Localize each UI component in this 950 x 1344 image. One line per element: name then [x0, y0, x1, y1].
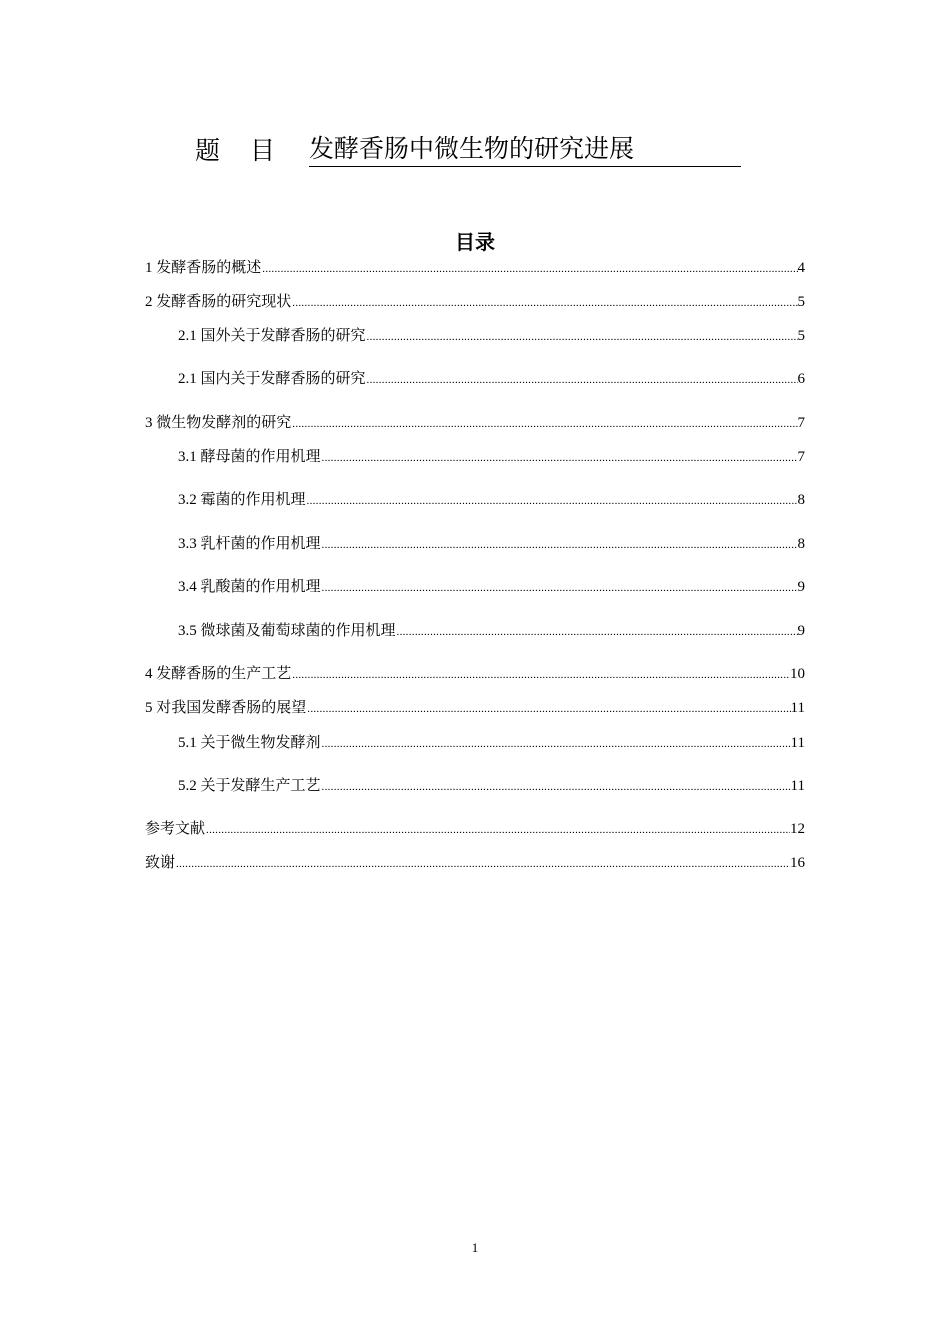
- toc-dot-leader: [321, 577, 798, 597]
- toc-entry-label: 4 发酵香肠的生产工艺: [145, 666, 292, 682]
- toc-dot-leader: [291, 292, 797, 312]
- toc-entry-label: 2 发酵香肠的研究现状: [145, 294, 292, 310]
- toc-dot-leader: [175, 853, 790, 873]
- toc-entry-page: 9: [797, 579, 805, 595]
- toc-entry[interactable]: [178, 490, 805, 510]
- toc-entry-label: 3 微生物发酵剂的研究: [145, 415, 292, 431]
- toc-entry[interactable]: [145, 819, 805, 839]
- toc-dot-leader: [366, 369, 798, 389]
- toc-entry-page: 11: [790, 778, 805, 794]
- toc-entry-page: 8: [797, 536, 805, 552]
- toc-entry-label: 3.4 乳酸菌的作用机理: [178, 579, 321, 595]
- toc-entry[interactable]: [178, 534, 805, 554]
- toc-entry[interactable]: [145, 258, 805, 278]
- toc-entry[interactable]: [178, 326, 805, 346]
- toc-entry-page: 8: [797, 492, 805, 508]
- toc-entry-page: 7: [797, 415, 805, 431]
- toc-dot-leader: [321, 733, 791, 753]
- toc-entry-label: 5 对我国发酵香肠的展望: [145, 700, 307, 716]
- toc-dot-leader: [396, 621, 798, 641]
- thesis-title: 发酵香肠中微生物的研究进展: [309, 129, 741, 167]
- toc-entry-page: 6: [797, 371, 805, 387]
- toc-dot-leader: [291, 664, 790, 684]
- toc-entry-label: 3.1 酵母菌的作用机理: [178, 449, 321, 465]
- toc-dot-leader: [321, 776, 791, 796]
- toc-entry-page: 5: [797, 294, 805, 310]
- toc-entry[interactable]: [178, 369, 805, 389]
- toc-entry[interactable]: [145, 698, 805, 718]
- toc-entry-label: 3.5 微球菌及葡萄球菌的作用机理: [178, 623, 396, 639]
- thesis-title-row: [195, 131, 741, 167]
- title-label: [195, 131, 275, 167]
- toc-heading: 目录: [455, 230, 495, 254]
- toc-entry[interactable]: [145, 664, 805, 684]
- toc-entry-label: 2.1 国内关于发酵香肠的研究: [178, 371, 366, 387]
- toc-entry-page: 5: [797, 328, 805, 344]
- toc-entry-page: 12: [790, 821, 805, 837]
- title-label-char: 目: [250, 138, 276, 165]
- toc-dot-leader: [261, 258, 797, 278]
- toc-entry-page: 10: [790, 666, 805, 682]
- toc-entry-page: 9: [797, 623, 805, 639]
- toc-dot-leader: [321, 447, 798, 467]
- toc-entry[interactable]: [178, 776, 805, 796]
- toc-entry-label: 5.2 关于发酵生产工艺: [178, 778, 321, 794]
- toc-entry-label: 参考文献: [145, 821, 206, 837]
- toc-entry[interactable]: [145, 853, 805, 873]
- toc-entry[interactable]: [178, 577, 805, 597]
- toc-entry-page: 11: [790, 735, 805, 751]
- toc-dot-leader: [366, 326, 798, 346]
- toc-entry-label: 致谢: [145, 855, 176, 871]
- toc-entry-label: 5.1 关于微生物发酵剂: [178, 735, 321, 751]
- toc-entry-label: 1 发酵香肠的概述: [145, 260, 262, 276]
- toc-dot-leader: [321, 534, 798, 554]
- toc-dot-leader: [291, 413, 797, 433]
- page-number: 1: [471, 1240, 479, 1255]
- toc-dot-leader: [306, 490, 798, 510]
- toc-entry[interactable]: [178, 447, 805, 467]
- toc-entry[interactable]: [178, 733, 805, 753]
- toc-dot-leader: [306, 698, 790, 718]
- toc-entry[interactable]: [145, 292, 805, 312]
- toc-entry-page: 16: [790, 855, 805, 871]
- toc-dot-leader: [205, 819, 790, 839]
- toc-entry-page: 7: [797, 449, 805, 465]
- toc-entry-page: 4: [797, 260, 805, 276]
- toc-entry-label: 2.1 国外关于发酵香肠的研究: [178, 328, 366, 344]
- title-label-char: 题: [195, 138, 221, 165]
- toc-entry-label: 3.3 乳杆菌的作用机理: [178, 536, 321, 552]
- toc-entry[interactable]: [178, 621, 805, 641]
- toc-entry-label: 3.2 霉菌的作用机理: [178, 492, 306, 508]
- toc-entry[interactable]: [145, 413, 805, 433]
- toc-entry-page: 11: [790, 700, 805, 716]
